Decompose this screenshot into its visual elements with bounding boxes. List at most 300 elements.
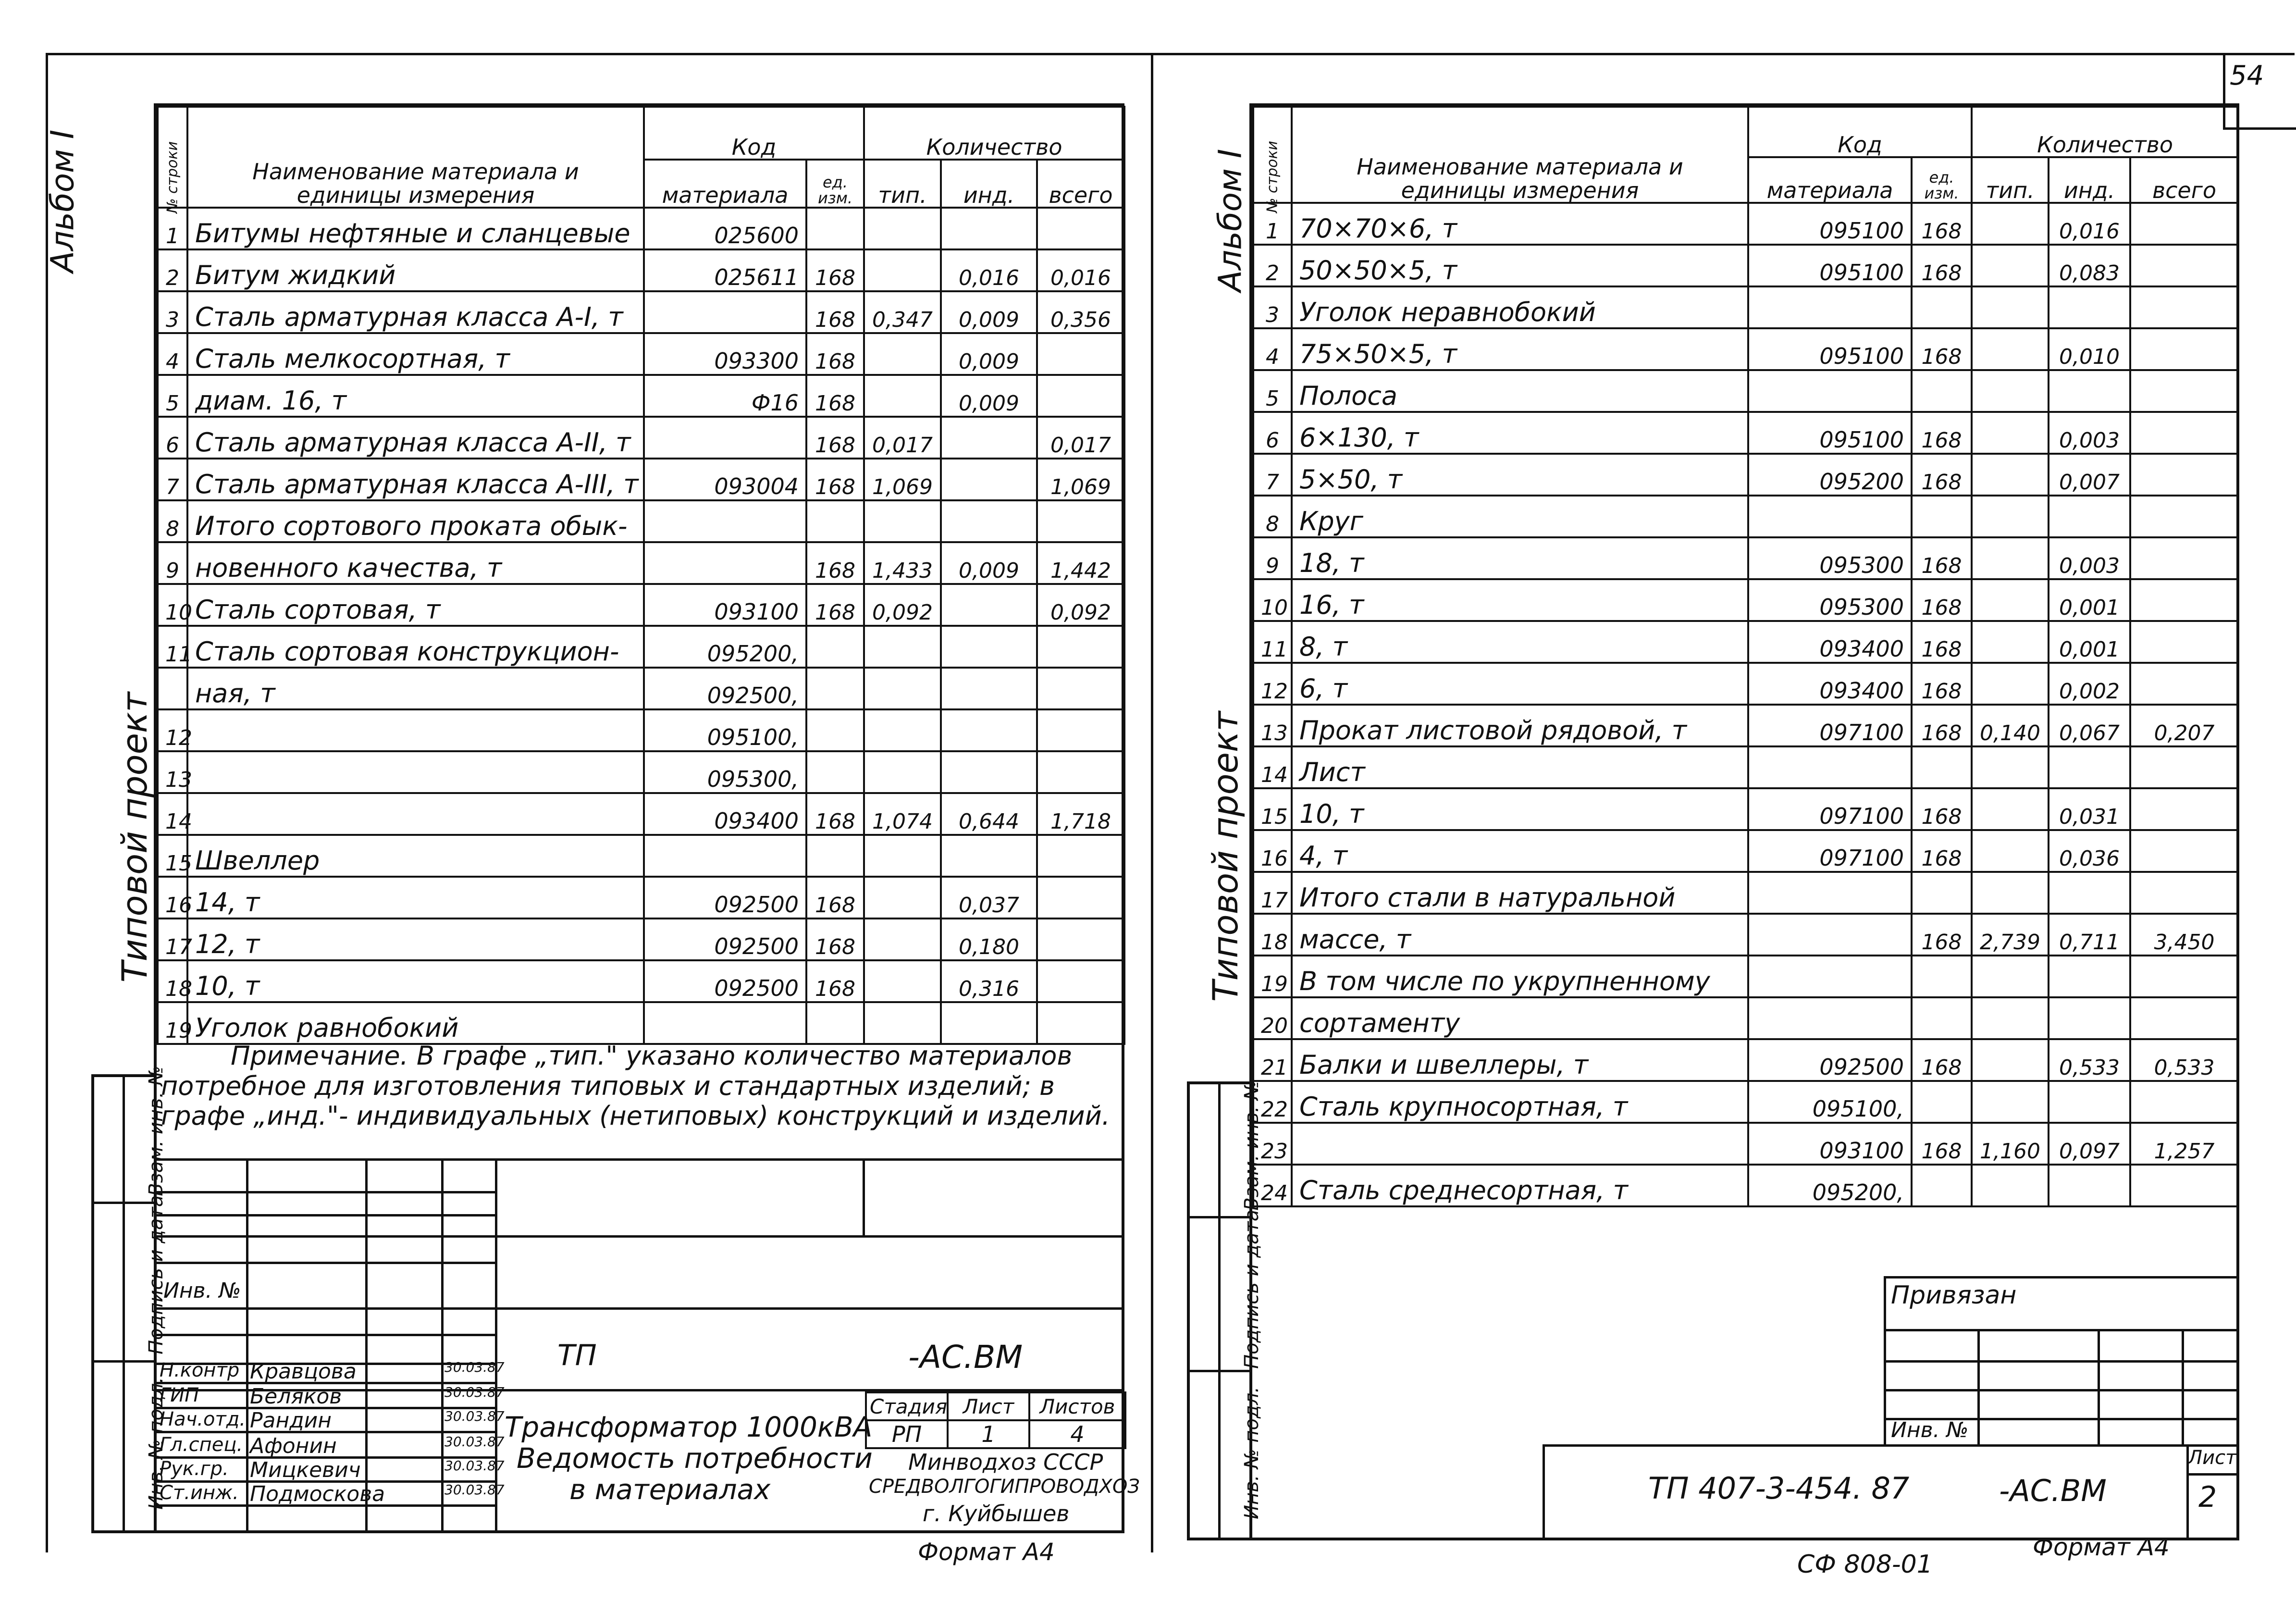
material-name (187, 793, 644, 835)
unit-code (1912, 1165, 1972, 1206)
row-number: 18 (1253, 914, 1292, 956)
person-date: 30.03.87 (444, 1482, 505, 1498)
qty-typ (1972, 286, 2049, 328)
qty-ind (2049, 1081, 2130, 1123)
material-code (1748, 997, 1912, 1039)
left-header-total: всего (1037, 160, 1124, 208)
person-role: Н.контр (160, 1359, 240, 1381)
unit-code: 168 (1912, 245, 1972, 286)
material-name: 5×50, т (1292, 454, 1748, 496)
left-stamp-h3 (157, 1235, 1123, 1238)
table-row (158, 459, 1124, 500)
qty-ind (2049, 746, 2130, 788)
unit-code: 168 (806, 584, 864, 626)
material-name: 10, т (1292, 788, 1748, 830)
qty-typ (1972, 788, 2049, 830)
table-row (1253, 997, 2238, 1039)
row-number: 6 (1253, 412, 1292, 454)
row-number: 8 (158, 500, 187, 542)
row-number: 12 (158, 709, 187, 751)
qty-typ (864, 626, 941, 668)
qty-typ (1972, 203, 2049, 245)
qty-typ (1972, 1039, 2049, 1081)
right-header-total: всего (2130, 157, 2238, 203)
material-code: 097100 (1748, 830, 1912, 872)
table-row (158, 709, 1124, 751)
qty-total (2130, 203, 2238, 245)
row-number: 9 (1253, 537, 1292, 579)
right-sheet-label: Лист (2188, 1447, 2237, 1469)
material-name: Круг (1292, 496, 1748, 537)
row-number: 22 (1253, 1081, 1292, 1123)
right-stamp-h2 (1884, 1360, 2239, 1363)
qty-total: 1,442 (1037, 542, 1124, 584)
material-name: массе, т (1292, 914, 1748, 956)
right-side-sign: Подпись и дата (1241, 1209, 1263, 1369)
table-row (158, 960, 1124, 1002)
qty-typ (1972, 746, 2049, 788)
material-code: Ф16 (644, 375, 806, 417)
unit-code (806, 500, 864, 542)
unit-code: 168 (1912, 328, 1972, 370)
table-row (158, 249, 1124, 291)
qty-ind: 0,009 (941, 542, 1037, 584)
qty-ind (2049, 1165, 2130, 1206)
qty-ind (941, 626, 1037, 668)
unit-code (1912, 370, 1972, 412)
material-name: Уголок неравнобокий (1292, 286, 1748, 328)
qty-ind: 0,036 (2049, 830, 2130, 872)
material-name: 6×130, т (1292, 412, 1748, 454)
material-code: 093100 (1748, 1123, 1912, 1165)
row-number: 14 (1253, 746, 1292, 788)
material-name: Сталь крупносортная, т (1292, 1081, 1748, 1123)
material-code (1748, 286, 1912, 328)
material-name: Сталь мелкосортная, т (187, 333, 644, 375)
right-header-quantity: Количество (1972, 107, 2238, 157)
person-name: Кравцова (250, 1359, 357, 1384)
qty-typ (864, 835, 941, 877)
qty-total: 0,092 (1037, 584, 1124, 626)
person-date: 30.03.87 (444, 1359, 505, 1375)
left-header-material: материала (644, 160, 806, 208)
material-code: 095200 (1748, 454, 1912, 496)
qty-ind (2049, 956, 2130, 997)
right-header-material: материала (1748, 157, 1912, 203)
table-row (158, 417, 1124, 459)
row-number: 9 (158, 542, 187, 584)
qty-total: 1,257 (2130, 1123, 2238, 1165)
qty-typ: 0,017 (864, 417, 941, 459)
material-code: 097100 (1748, 788, 1912, 830)
stamp-row-line (157, 1431, 495, 1433)
material-code: 095100 (1748, 412, 1912, 454)
qty-typ (864, 375, 941, 417)
unit-code: 168 (1912, 830, 1972, 872)
qty-total (1037, 375, 1124, 417)
table-row (158, 835, 1124, 877)
qty-ind (941, 835, 1037, 877)
right-materials-table (1252, 106, 2239, 1207)
qty-typ (864, 668, 941, 709)
right-stamp-top (1884, 1276, 2239, 1278)
qty-typ (864, 249, 941, 291)
unit-code (806, 751, 864, 793)
table-row (1253, 1165, 2238, 1206)
left-org1: Минводхоз СССР (908, 1449, 1103, 1475)
right-title-left (1543, 1444, 1545, 1540)
table-row (158, 793, 1124, 835)
unit-code: 168 (1912, 1039, 1972, 1081)
qty-total (2130, 286, 2238, 328)
row-number: 24 (1253, 1165, 1292, 1206)
row-number: 8 (1253, 496, 1292, 537)
material-code (644, 500, 806, 542)
unit-code (806, 1002, 864, 1044)
qty-total (2130, 997, 2238, 1039)
qty-total (2130, 956, 2238, 997)
material-name: 14, т (187, 877, 644, 918)
unit-code (806, 208, 864, 249)
material-name (187, 709, 644, 751)
right-side-project: Типовой проект (1205, 711, 1246, 1002)
left-header-name: Наименование материала и единицы измерения (187, 107, 644, 208)
unit-code: 168 (1912, 579, 1972, 621)
qty-typ: 0,140 (1972, 705, 2049, 746)
row-number: 6 (158, 417, 187, 459)
qty-ind (2049, 370, 2130, 412)
unit-code: 168 (806, 459, 864, 500)
table-row (1253, 663, 2238, 705)
material-code: 092500 (1748, 1039, 1912, 1081)
left-stage: РП (866, 1420, 948, 1448)
left-title1: Трансформатор 1000кВА (505, 1411, 873, 1443)
qty-typ (1972, 872, 2049, 914)
material-code: 095300, (644, 751, 806, 793)
qty-typ (1972, 496, 2049, 537)
person-date: 30.03.87 (444, 1384, 505, 1400)
unit-code: 168 (806, 542, 864, 584)
row-number: 11 (1253, 621, 1292, 663)
left-stamp-h1 (157, 1191, 495, 1193)
row-number: 7 (158, 459, 187, 500)
row-number: 16 (1253, 830, 1292, 872)
right-header-unit: ед. изм. (1912, 157, 1972, 203)
unit-code (1912, 286, 1972, 328)
qty-typ: 1,433 (864, 542, 941, 584)
material-code: 093004 (644, 459, 806, 500)
left-note-line2: потребное для изготовления типовых и стандартных изделий; в (161, 1071, 1055, 1101)
table-row (1253, 1039, 2238, 1081)
qty-ind (941, 208, 1037, 249)
right-stamp-h1 (1884, 1329, 2239, 1331)
material-code (644, 417, 806, 459)
left-sheet-label: Лист (948, 1392, 1029, 1420)
left-header-quantity: Количество (864, 107, 1124, 160)
qty-ind (941, 668, 1037, 709)
material-name: Лист (1292, 746, 1748, 788)
row-number: 3 (158, 291, 187, 333)
row-number: 10 (158, 584, 187, 626)
material-code: 095200, (644, 626, 806, 668)
material-code: 093100 (644, 584, 806, 626)
qty-typ (864, 208, 941, 249)
qty-ind: 0,097 (2049, 1123, 2130, 1165)
table-row (158, 584, 1124, 626)
row-number: 10 (1253, 579, 1292, 621)
row-number: 19 (158, 1002, 187, 1044)
qty-total (1037, 751, 1124, 793)
material-name: Сталь арматурная класса A-II, т (187, 417, 644, 459)
left-edge-line (46, 53, 48, 1552)
qty-total (2130, 245, 2238, 286)
material-code: 092500, (644, 668, 806, 709)
qty-total: 0,207 (2130, 705, 2238, 746)
unit-code: 168 (806, 793, 864, 835)
unit-code (806, 709, 864, 751)
row-number: 17 (158, 918, 187, 960)
left-doc-code-right: -АС.ВМ (908, 1339, 1023, 1376)
qty-typ (1972, 537, 2049, 579)
material-name: Балки и швеллеры, т (1292, 1039, 1748, 1081)
material-code (1748, 872, 1912, 914)
material-code (1748, 914, 1912, 956)
qty-typ (864, 333, 941, 375)
material-name: 6, т (1292, 663, 1748, 705)
qty-typ (1972, 370, 2049, 412)
qty-typ: 1,160 (1972, 1123, 2049, 1165)
qty-typ (864, 709, 941, 751)
material-name: Полоса (1292, 370, 1748, 412)
unit-code (1912, 1081, 1972, 1123)
row-number: 4 (158, 333, 187, 375)
qty-ind: 0,016 (2049, 203, 2130, 245)
qty-total (1037, 918, 1124, 960)
qty-ind: 0,001 (2049, 579, 2130, 621)
unit-code (1912, 496, 1972, 537)
qty-total: 0,533 (2130, 1039, 2238, 1081)
table-row (1253, 537, 2238, 579)
material-name: 10, т (187, 960, 644, 1002)
row-number: 16 (158, 877, 187, 918)
qty-ind: 0,037 (941, 877, 1037, 918)
material-name: Прокат листовой рядовой, т (1292, 705, 1748, 746)
material-code: 095100 (1748, 328, 1912, 370)
qty-total (2130, 621, 2238, 663)
row-number: 5 (1253, 370, 1292, 412)
right-title-top (1543, 1444, 2239, 1447)
row-number: 2 (1253, 245, 1292, 286)
qty-ind: 0,009 (941, 375, 1037, 417)
row-number: 1 (1253, 203, 1292, 245)
unit-code: 168 (806, 417, 864, 459)
right-doc-code: ТП 407-3-454. 87 (1648, 1471, 1910, 1506)
left-stamp-h7 (157, 1334, 495, 1336)
unit-code (806, 668, 864, 709)
row-number: 19 (1253, 956, 1292, 997)
table-row (1253, 203, 2238, 245)
person-role: ГИП (160, 1384, 199, 1406)
qty-typ (864, 877, 941, 918)
unit-code: 168 (1912, 914, 1972, 956)
qty-total (2130, 1081, 2238, 1123)
qty-total (1037, 835, 1124, 877)
unit-code: 168 (806, 960, 864, 1002)
row-number: 15 (1253, 788, 1292, 830)
qty-ind: 0,067 (2049, 705, 2130, 746)
row-number: 2 (158, 249, 187, 291)
qty-typ (1972, 454, 2049, 496)
qty-typ (1972, 245, 2049, 286)
qty-ind: 0,180 (941, 918, 1037, 960)
left-stamp-h5 (495, 1307, 1124, 1310)
material-code: 095200, (1748, 1165, 1912, 1206)
material-name: Сталь среднесортная, т (1292, 1165, 1748, 1206)
qty-total (2130, 663, 2238, 705)
qty-typ (864, 960, 941, 1002)
person-role: Ст.инж. (160, 1482, 239, 1504)
left-header-ind: инд. (941, 160, 1037, 208)
left-header-rowno: № строки (158, 107, 187, 208)
right-doc-suffix: -АС.ВМ (1999, 1473, 2107, 1508)
table-row (158, 877, 1124, 918)
material-code: 092500 (644, 960, 806, 1002)
table-row (1253, 579, 2238, 621)
right-stamp-v2 (2098, 1329, 2100, 1444)
left-side-inv: Инв. № подл. (145, 1377, 167, 1510)
table-row (1253, 956, 2238, 997)
material-code: 025611 (644, 249, 806, 291)
qty-ind (2049, 496, 2130, 537)
qty-total (2130, 579, 2238, 621)
qty-total (1037, 877, 1124, 918)
unit-code: 168 (806, 877, 864, 918)
material-code: 093300 (644, 333, 806, 375)
material-name: новенного качества, т (187, 542, 644, 584)
material-code: 092500 (644, 918, 806, 960)
table-row (1253, 914, 2238, 956)
row-number: 3 (1253, 286, 1292, 328)
right-sheet: 2 (2198, 1480, 2217, 1514)
row-number: 4 (1253, 328, 1292, 370)
qty-total (2130, 830, 2238, 872)
person-role: Рук.гр. (160, 1458, 229, 1480)
qty-ind: 0,007 (2049, 454, 2130, 496)
qty-typ (1972, 956, 2049, 997)
right-header-ind: инд. (2049, 157, 2130, 203)
qty-ind (941, 709, 1037, 751)
qty-ind: 0,316 (941, 960, 1037, 1002)
left-format: Формат А4 (918, 1538, 1055, 1566)
qty-ind: 0,001 (2049, 621, 2130, 663)
unit-code: 168 (806, 333, 864, 375)
right-side-repl: Взам. инв. № (1241, 1080, 1263, 1211)
material-name (187, 751, 644, 793)
left-doc-code-left: ТП (557, 1339, 597, 1372)
qty-total (1037, 500, 1124, 542)
qty-ind: 0,016 (941, 249, 1037, 291)
unit-code: 168 (806, 249, 864, 291)
right-header-rowno: № строки (1253, 107, 1292, 203)
qty-typ (864, 1002, 941, 1044)
table-row (158, 668, 1124, 709)
person-name: Мицкевич (250, 1458, 361, 1482)
person-date: 30.03.87 (444, 1434, 505, 1450)
table-row (158, 500, 1124, 542)
material-code: 093400 (1748, 663, 1912, 705)
qty-typ: 0,347 (864, 291, 941, 333)
table-row (1253, 746, 2238, 788)
unit-code: 168 (806, 375, 864, 417)
material-name: Итого стали в натуральной (1292, 872, 1748, 914)
qty-ind: 0,644 (941, 793, 1037, 835)
qty-typ (1972, 663, 2049, 705)
unit-code: 168 (1912, 412, 1972, 454)
qty-ind (941, 1002, 1037, 1044)
right-side-inv: Инв. № подл. (1241, 1387, 1263, 1519)
table-row (1253, 830, 2238, 872)
row-number: 12 (1253, 663, 1292, 705)
right-side-album: Альбом I (1211, 149, 1249, 292)
table-row (1253, 454, 2238, 496)
unit-code: 168 (1912, 203, 1972, 245)
material-name: сортаменту (1292, 997, 1748, 1039)
person-name: Афонин (250, 1434, 337, 1458)
qty-total: 1,718 (1037, 793, 1124, 835)
unit-code (1912, 997, 1972, 1039)
top-edge-line (46, 53, 2295, 55)
qty-ind (2049, 997, 2130, 1039)
qty-ind: 0,002 (2049, 663, 2130, 705)
left-org3: г. Куйбышев (923, 1501, 1070, 1527)
row-number: 13 (158, 751, 187, 793)
left-stage-table (865, 1391, 1126, 1449)
row-number: 17 (1253, 872, 1292, 914)
unit-code (806, 835, 864, 877)
qty-ind: 0,711 (2049, 914, 2130, 956)
qty-typ (1972, 328, 2049, 370)
person-date: 30.03.87 (444, 1458, 505, 1474)
qty-typ (864, 918, 941, 960)
qty-ind: 0,003 (2049, 412, 2130, 454)
left-header-unit: ед. изм. (806, 160, 864, 208)
material-name: 75×50×5, т (1292, 328, 1748, 370)
left-stamp-v5 (863, 1158, 865, 1235)
row-number: 1 (158, 208, 187, 249)
material-code (644, 291, 806, 333)
right-title-sheetline (2186, 1473, 2239, 1476)
table-row (158, 542, 1124, 584)
right-inv-no: Инв. № (1891, 1418, 1969, 1442)
qty-ind: 0,009 (941, 291, 1037, 333)
row-number: 23 (1253, 1123, 1292, 1165)
material-code: 092500 (644, 877, 806, 918)
material-name: 70×70×6, т (1292, 203, 1748, 245)
material-name: 16, т (1292, 579, 1748, 621)
qty-total (2130, 412, 2238, 454)
row-number: 15 (158, 835, 187, 877)
left-stamp-top (157, 1158, 1123, 1161)
material-name: ная, т (187, 668, 644, 709)
qty-total (1037, 1002, 1124, 1044)
material-code (1748, 370, 1912, 412)
right-bound-label: Привязан (1891, 1281, 2017, 1310)
table-row (158, 333, 1124, 375)
left-header-code: Код (644, 107, 864, 160)
person-role: Гл.спец. (160, 1434, 243, 1456)
left-inv-no: Инв. № (163, 1278, 241, 1303)
left-stamp-h6 (157, 1307, 495, 1310)
